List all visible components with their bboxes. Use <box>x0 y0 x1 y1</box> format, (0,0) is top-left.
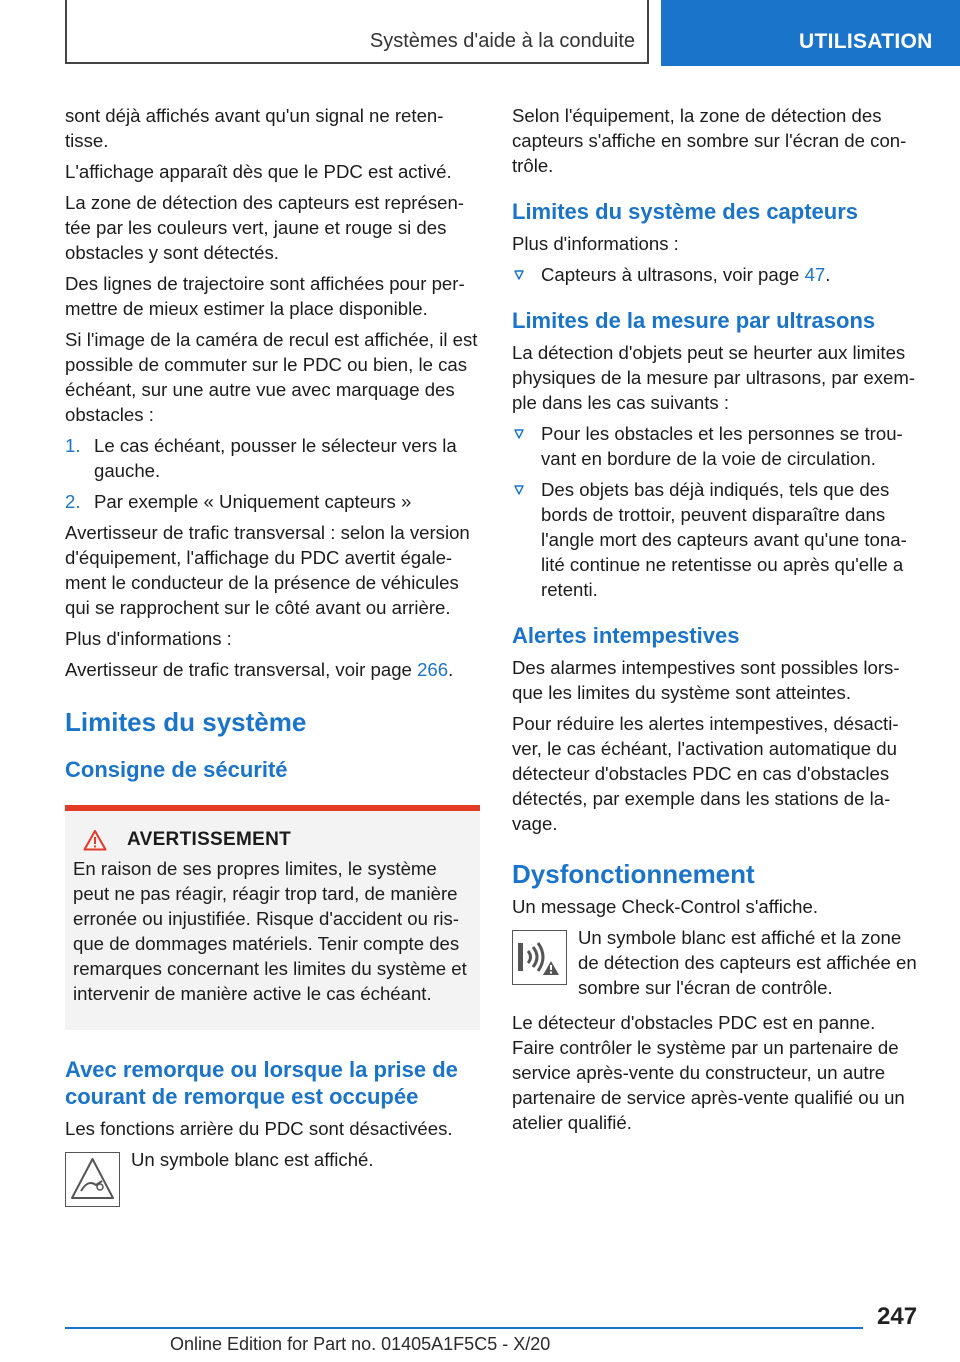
footer-edition: Online Edition for Part no. 01405A1F5C5 - X/20 <box>170 1334 551 1354</box>
header-section-tab <box>661 0 960 66</box>
bullet-text: Pour les obstacles et les personnes se trou-vant en bordure de la voie de circulation. <box>541 423 903 469</box>
bullet-triangle-icon <box>512 477 534 502</box>
punctuation: . <box>448 659 454 680</box>
step-number: 2. <box>65 491 81 512</box>
list-item <box>512 477 922 602</box>
heading-ultrasonic-limits: Limites de la mesure par ultrasons <box>512 308 876 333</box>
paragraph: Les fonctions arrière du PDC sont désactivées. <box>65 1118 453 1139</box>
list-item <box>65 433 480 483</box>
header-chapter-title: Systèmes d'aide à la conduite <box>369 30 635 52</box>
list-item <box>512 262 922 287</box>
paragraph: sont déjà affichés avant qu'un signal ne reten-tisse. <box>65 105 444 151</box>
paragraph: La zone de détection des capteurs est représen-tée par les couleurs vert, jaune et rouge si des obstacles y sont détectés. <box>65 192 464 263</box>
right-column <box>512 103 922 1141</box>
footer-rule <box>65 1327 863 1329</box>
symbol-row <box>512 925 922 1000</box>
reference-text: Avertisseur de trafic transversal, voir page <box>65 659 418 680</box>
page-link-47[interactable]: 47 <box>804 264 826 285</box>
reference-list <box>512 262 922 287</box>
paragraph: La détection d'objets peut se heurter aux limites physiques de la mesure par ultrasons, par exem-ple dans les cas suivants : <box>512 342 916 413</box>
punctuation: . <box>825 264 831 285</box>
paragraph <box>65 657 480 682</box>
paragraph: Plus d'informations : <box>65 628 232 649</box>
paragraph: Des alarmes intempestives sont possibles lors-que les limites du système sont atteintes. <box>512 657 900 703</box>
warning-title: AVERTISSEMENT <box>127 829 292 850</box>
left-column <box>65 103 480 1207</box>
header-section-title: UTILISATION <box>799 30 933 53</box>
paragraph: L'affichage apparaît dès que le PDC est activé. <box>65 161 452 182</box>
heading-system-limits: Limites du système <box>65 707 307 737</box>
paragraph: Un message Check-Control s'affiche. <box>512 896 819 917</box>
heading-trailer: Avec remorque ou lorsque la prise de courant de remorque est occupée <box>65 1057 458 1109</box>
warning-box <box>65 805 480 1030</box>
paragraph: Plus d'informations : <box>512 233 679 254</box>
bullet-triangle-icon <box>512 421 534 446</box>
symbol-description: Un symbole blanc est affiché et la zone de détection des capteurs est affichée en sombre sur l'écran de contrôle. <box>578 927 917 998</box>
paragraph: Pour réduire les alertes intempestives, désacti-ver, le cas échéant, l'activation automatique du détecteur d'obstacles PDC en cas d'obstacles détectés, par exemple dans les stations de la-vage. <box>512 713 899 834</box>
warning-triangle-icon <box>83 829 107 851</box>
heading-malfunction: Dysfonctionnement <box>512 859 755 889</box>
heading-false-alerts: Alertes intempestives <box>512 623 740 648</box>
trailer-socket-symbol-icon <box>65 1152 120 1207</box>
symbol-description: Un symbole blanc est affiché. <box>131 1149 374 1170</box>
page-link-266[interactable]: 266 <box>417 659 449 680</box>
heading-sensor-limits: Limites du système des capteurs <box>512 199 859 224</box>
step-text: Le cas échéant, pousser le sélecteur vers la gauche. <box>94 435 457 481</box>
bullet-text: Des objets bas déjà indiqués, tels que des bords de trottoir, peuvent disparaître dans l'angle mort des capteurs avant qu'une tona-lité continue ne retentisse ou après qu'elle a retenti. <box>541 479 907 600</box>
steps-list <box>65 433 480 514</box>
paragraph: Avertisseur de trafic transversal : selon la version d'équipement, l'affichage du PDC avertit égale-ment le conducteur de la présence de véhicules qui se rapprochent sur le côté avant ou arrière. <box>65 522 470 618</box>
header-chapter-tab <box>65 0 649 64</box>
warning-text: En raison de ses propres limites, le système peut ne pas réagir, réagir trop tard, de manière erronée ou injustifiée. Risque d'accident ou ris-que de dommages matériels. Tenir compte des remarques concernant les limites du système et intervenir de manière active le cas échéant. <box>73 858 467 1004</box>
bullet-triangle-icon <box>512 262 534 287</box>
page-number: 247 <box>877 1303 918 1330</box>
paragraph: Selon l'équipement, la zone de détection des capteurs s'affiche en sombre sur l'écran de con-trôle. <box>512 105 907 176</box>
cases-list <box>512 421 922 602</box>
pdc-malfunction-symbol-icon <box>512 930 567 985</box>
warning-header <box>73 827 472 852</box>
step-number: 1. <box>65 435 81 456</box>
reference-text: Capteurs à ultrasons, voir page <box>541 264 805 285</box>
list-item <box>65 489 480 514</box>
heading-safety-note: Consigne de sécurité <box>65 757 288 782</box>
paragraph: Des lignes de trajectoire sont affichées pour per-mettre de mieux estimer la place disponible. <box>65 273 465 319</box>
paragraph: Si l'image de la caméra de recul est affichée, il est possible de commuter sur le PDC ou bien, le cas échéant, sur une autre vue avec marquage des obstacles : <box>65 329 478 425</box>
symbol-row <box>65 1147 480 1207</box>
step-text: Par exemple « Uniquement capteurs » <box>94 491 412 512</box>
paragraph: Le détecteur d'obstacles PDC est en panne. Faire contrôler le système par un partenaire de service après-vente du constructeur, un autre partenaire de service après-vente qualifié ou un atelier qualifié. <box>512 1012 905 1133</box>
list-item <box>512 421 922 471</box>
